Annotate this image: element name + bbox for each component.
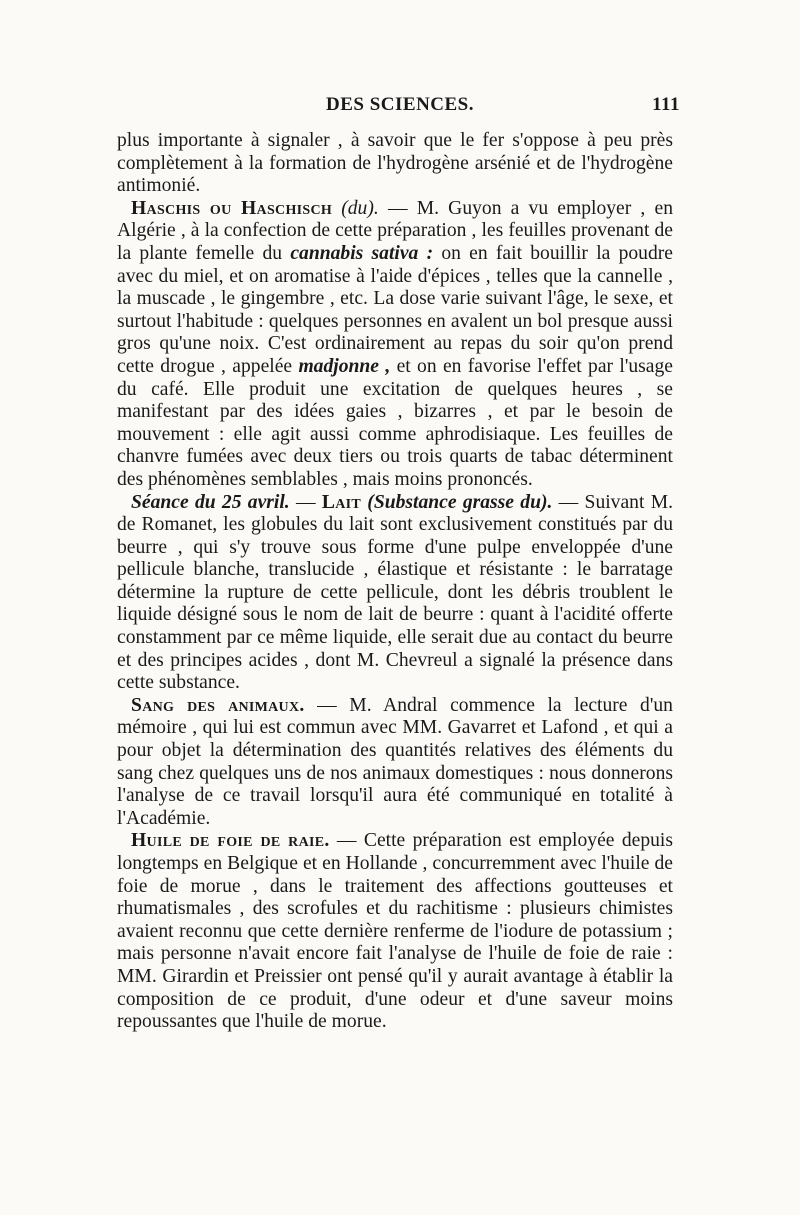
entry-heading: Sang des animaux. [131, 694, 305, 716]
entry-heading: Haschis ou Haschisch [131, 197, 333, 219]
page-number: 111 [652, 94, 680, 115]
session-heading: Séance du 25 avril. [131, 491, 290, 513]
entry-heading: Lait [321, 491, 362, 513]
paragraph-continuation: plus importante à signaler , à savoir que le fer s'oppose à peu près complètement à la formation de l'hydrogène arsénié et de l'hydrogène antimonié. [117, 130, 673, 197]
page-body [117, 130, 673, 1034]
paragraph-haschisch: Haschis ou Haschisch (du). — M. Guyon a vu employer , en Algérie , à la confection de cette préparation , les feuilles provenant de la plante femelle du cannabis sativa : on en fait bouillir la poudre avec du miel, et on aromatise à l'aide d'épices , telles que la cannelle , la muscade , le gingembre , etc. La dose varie suivant l'âge, le sexe, et surtout l'habitude : quelques personnes en avalent un bol presque aussi gros qu'une noix. C'est ordinairement au repas du soir qu'on prend cette drogue , appelée madjonne , et on en favorise l'effet par l'usage du café. Elle produit une excitation de quelques heures , se manifestant par des idées gaies , bizarres , et par le besoin de mouvement : elle agit aussi comme aphrodisiaque. Les feuilles de chanvre fumées avec deux tiers ou trois quarts de tabac déterminent des phénomènes semblables , mais moins prononcés. [117, 197, 673, 490]
paragraph-sang: Sang des animaux. — M. Andral commence la lecture d'un mémoire , qui lui est commun avec MM. Gavarret et Lafond , et qui a pour objet la détermination des quantités relatives des éléments du sang chez quelques uns de nos animaux domestiques : nous donnerons l'analyse de ce travail lorsqu'il aura été communiqué en totalité à l'Académie. [117, 694, 673, 829]
paragraph-huile: Huile de foie de raie. — Cette préparation est employée depuis longtemps en Belgique et en Hollande , concurremment avec l'huile de foie de morue , dans le traitement des affections goutteuses et rhumatismales , des scrofules et du rachitisme : plusieurs chimistes avaient reconnu que cette dernière renferme de l'iodure de potassium ; mais personne n'avait encore fait l'analyse de l'huile de foie de raie : MM. Girardin et Preissier ont pensé qu'il y aurait avantage à établir la composition de ce produit, d'une odeur et d'une saveur moins repoussantes que l'huile de morue. [117, 830, 673, 1033]
running-header [120, 94, 680, 122]
header-title: DES SCIENCES. [326, 94, 474, 115]
entry-heading: Huile de foie de raie. [131, 830, 330, 852]
paragraph-lait: Séance du 25 avril. — Lait (Substance grasse du). — Suivant M. de Romanet, les globules du lait sont exclusivement constitués par du beurre , qui s'y trouve sous forme d'une pulpe enveloppée d'une pellicule blanche, translucide , élastique et résistante : le barratage détermine la rupture de cette pellicule, dont les débris troublent le liquide désigné sous le nom de lait de beurre : quant à l'acidité offerte constamment par ce même liquide, elle serait due au contact du beurre et des principes acides , dont M. Chevreul a signalé la présence dans cette substance. [117, 491, 674, 694]
